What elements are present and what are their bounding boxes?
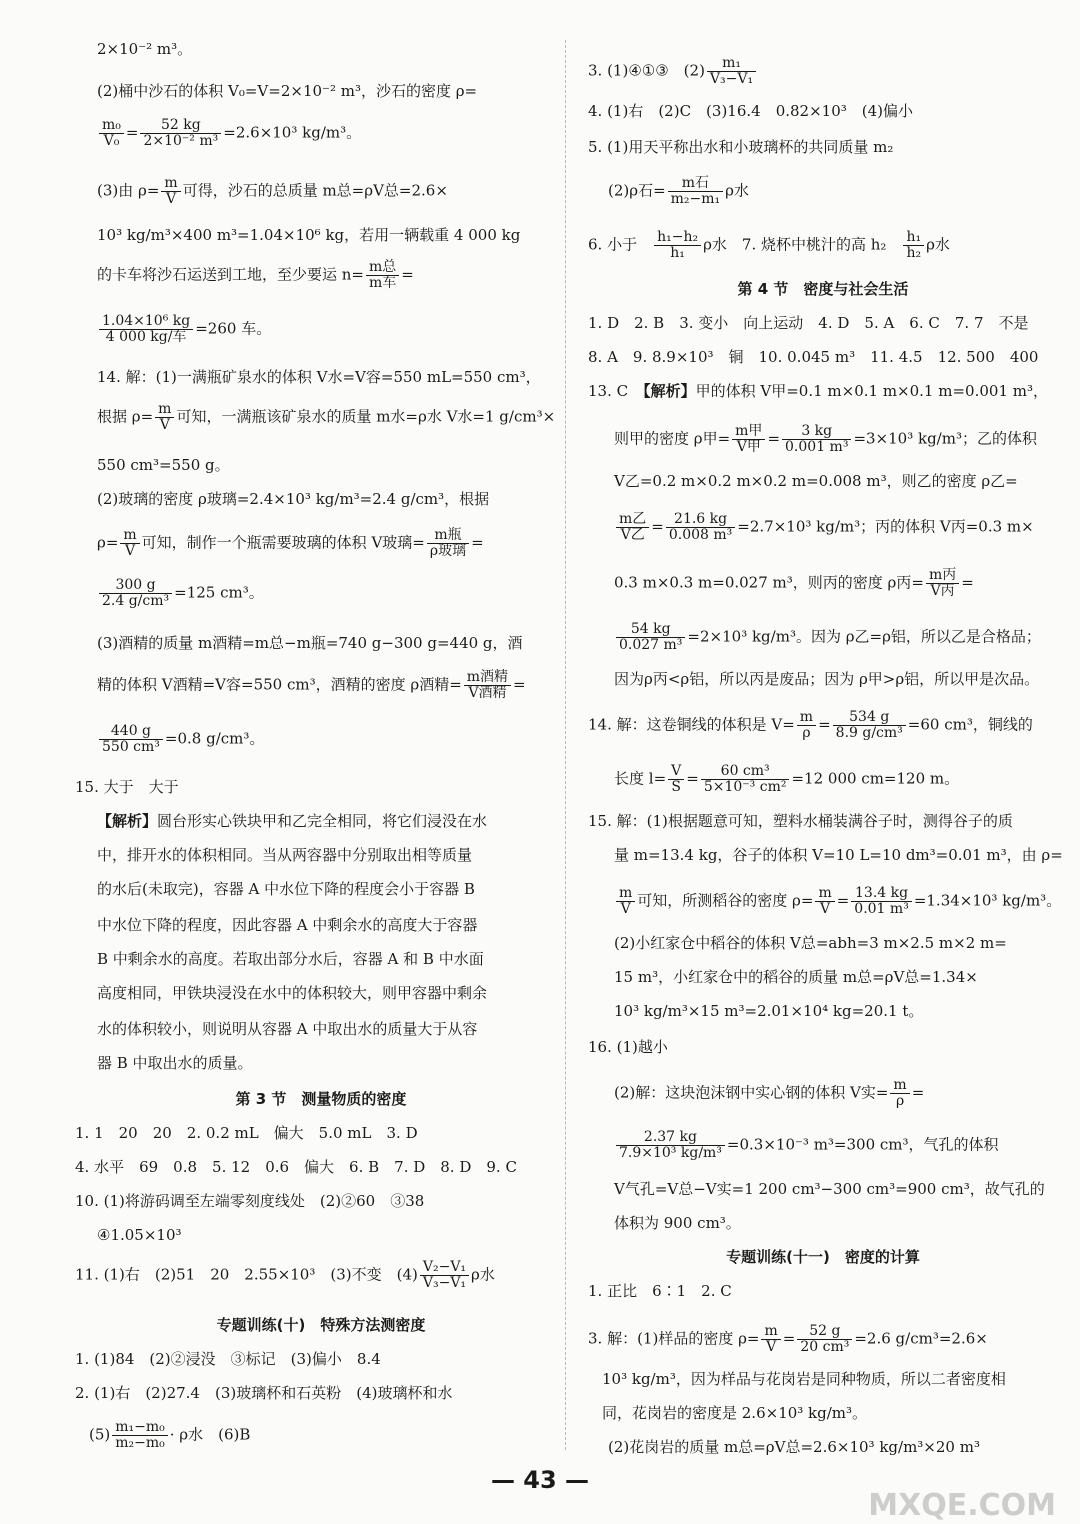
answer-line: 2. (1)右 (2)27.4 (3)玻璃杯和石英粉 (4)玻璃杯和水	[75, 1384, 453, 1402]
text-line: 15. 解：(1)根据题意可知，塑料水桶装满谷子时，测得谷子的质	[588, 812, 1013, 830]
answer-line: 1. (1)84 (2)②浸没 ③标记 (3)偏小 8.4	[75, 1350, 381, 1368]
formula-line: 的卡车将沙石运送到工地，至少要运 n= $\frac{\text{m总}}{\text{m车}}$ =	[97, 259, 414, 291]
formula-line: $\frac{54 kg}{\text{0.027 m³}}$ =2×10³ kg/m³。因为 ρ乙=ρ铝，所以乙是合格品；	[614, 622, 1041, 653]
answer-line: 16. (1)越小	[588, 1038, 668, 1056]
formula-line: ρ= $\frac{m}{V}$ 可知，制作一个瓶需要玻璃的体积 V玻璃= $\frac{\text{m瓶}}{\text{ρ玻璃}}$ =	[97, 527, 484, 559]
answer-line: 4. (1)右 (2)C (3)16.4 0.82×10³ (4)偏小	[588, 102, 914, 120]
text-line: 10³ kg/m³×15 m³=2.01×10⁴ kg=20.1 t。	[614, 1002, 924, 1020]
fraction: $\frac{3 kg}{\text{0.001 m³}}$	[782, 424, 851, 455]
formula-line: 14. 解：这卷铜线的体积是 V= $\frac{m}{\rho}$ = $\frac{534 g}{\text{8.9 g/cm³}}$ =60 cm³，铜线的	[588, 709, 1033, 741]
text-line: 中，排开水的体积相同。当从两容器中分别取出相等质量	[97, 846, 473, 864]
answer-line: 1. D 2. B 3. 变小 向上运动 4. D 5. A 6. C 7. 7 不是	[588, 314, 1029, 332]
fraction: $\frac{\text{1.04×10⁶ kg}}{\text{4 000 kg/车}}$	[99, 314, 193, 345]
text-line: 体积为 900 cm³。	[614, 1214, 741, 1232]
fraction: $\frac{m}{V}$	[161, 176, 180, 207]
formula-line: (2)解：这块泡沫钢中实心钢的体积 V实= $\frac{m}{\rho}$ =	[614, 1077, 925, 1109]
text-line: 器 B 中取出水的质量。	[97, 1054, 253, 1072]
formula-line: $\frac{\text{m乙}}{\text{V乙}}$ = $\frac{21.6 kg}{\text{0.008 m³}}$ =2.7×10³ kg/m³；丙的体积 V丙=0.3 m×	[614, 512, 1034, 543]
text-line: 的水后(未取完)，容器 A 中水位下降的程度会小于容器 B	[97, 880, 475, 898]
analysis-line: 【解析】圆台形实心铁块甲和乙完全相同，将它们浸没在水	[97, 812, 488, 830]
text-line: (2)花岗岩的质量 m总=ρV总=2.6×10³ kg/m³×20 m³	[608, 1438, 980, 1456]
fraction: $\frac{2.37 kg}{\text{7.9×10³ kg/m³}}$	[616, 1130, 725, 1161]
fraction: $\frac{\text{m石}}{\text{m₂−m₁}}$	[668, 176, 724, 207]
answer-line: 1. 1 20 20 2. 0.2 mL 偏大 5.0 mL 3. D	[75, 1124, 418, 1142]
fraction: $\frac{V}{S}$	[668, 764, 684, 795]
formula-line: $\frac{\text{m₀}}{\text{V₀}}$ = $\frac{52 kg}{\text{2×10⁻² m³}}$ =2.6×10³ kg/m³。	[97, 118, 361, 149]
text-line: (2)桶中沙石的体积 V₀=V=2×10⁻² m³，沙石的密度 ρ=	[97, 82, 478, 100]
fraction: $\frac{\text{m甲}}{\text{V甲}}$	[732, 424, 765, 455]
analysis-line: 13. C 【解析】甲的体积 V甲=0.1 m×0.1 m×0.1 m=0.001 m³，	[588, 382, 1048, 400]
text-line: (3)酒精的质量 m酒精=m总−m瓶=740 g−300 g=440 g，酒	[97, 634, 523, 652]
fraction: $\frac{m}{V}$	[616, 886, 635, 917]
fraction: $\frac{\text{m丙}}{\text{V丙}}$	[926, 568, 959, 599]
formula-line: 3. 解：(1)样品的密度 ρ= $\frac{m}{V}$ = $\frac{52 g}{\text{20 cm³}}$ =2.6 g/cm³=2.6×	[588, 1323, 988, 1355]
text-line: 2×10⁻² m³。	[97, 40, 193, 58]
fraction: $\frac{54 kg}{\text{0.027 m³}}$	[616, 622, 685, 653]
fraction: $\frac{\text{h₁}}{\text{h₂}}$	[903, 230, 924, 261]
watermark: MXQE.COM	[868, 1488, 1056, 1523]
text-line: 高度相同，甲铁块浸没在水中的体积较大，则甲容器中剩余	[97, 984, 488, 1002]
fraction: $\frac{m}{V}$	[155, 402, 174, 433]
formula-line: $\frac{2.37 kg}{\text{7.9×10³ kg/m³}}$ =0.3×10⁻³ m³=300 cm³，气孔的体积	[614, 1130, 999, 1161]
answer-line: ④1.05×10³	[97, 1226, 182, 1244]
text-line: 550 cm³=550 g。	[97, 456, 230, 474]
answer-line: 15. 大于 大于	[75, 778, 179, 796]
fraction: $\frac{21.6 kg}{\text{0.008 m³}}$	[666, 512, 735, 543]
text-line: 10³ kg/m³×400 m³=1.04×10⁶ kg，若用一辆载重 4 000 kg	[97, 226, 521, 244]
text-line: 水的体积较小，则说明从容器 A 中取出水的质量大于从容	[97, 1020, 478, 1038]
formula-line: 3. (1)④①③ (2) $\frac{\text{m₁}}{\text{V₃−V₁}}$	[588, 56, 758, 87]
formula-line: $\frac{440 g}{\text{550 cm³}}$ =0.8 g/cm³。	[97, 724, 264, 755]
answer-line: 5. (1)用天平称出水和小玻璃杯的共同质量 m₂	[588, 138, 894, 156]
fraction: $\frac{534 g}{\text{8.9 g/cm³}}$	[833, 710, 906, 741]
fraction: $\frac{52 kg}{\text{2×10⁻² m³}}$	[140, 118, 221, 149]
fraction: $\frac{\text{m乙}}{\text{V乙}}$	[616, 512, 649, 543]
fraction: $\frac{\text{h₁−h₂}}{\text{h₁}}$	[654, 230, 701, 261]
fraction: $\frac{m}{\rho}$	[890, 1078, 909, 1109]
text-line: 因为ρ丙<ρ铝，所以丙是废品；因为 ρ甲>ρ铝，所以甲是次品。	[614, 670, 1040, 688]
fraction: $\frac{\text{m₁}}{\text{V₃−V₁}}$	[707, 56, 756, 87]
fraction: $\frac{\text{V₂−V₁}}{\text{V₃−V₁}}$	[420, 1260, 469, 1291]
formula-line: $\frac{300 g}{\text{2.4 g/cm³}}$ =125 cm³。	[97, 578, 264, 609]
fraction: $\frac{\text{m瓶}}{\text{ρ玻璃}}$	[427, 528, 469, 559]
formula-line: (5) $\frac{\text{m₁−m₀}}{\text{m₂−m₀}}$ · ρ水 (6)B	[89, 1419, 251, 1451]
fraction: $\frac{m}{V}$	[815, 886, 834, 917]
answer-line: 8. A 9. 8.9×10³ 铜 10. 0.045 m³ 11. 4.5 12. 500 400	[588, 348, 1039, 366]
fraction: $\frac{\text{m酒精}}{\text{V酒精}}$	[464, 670, 511, 701]
answer-line: 4. 水平 69 0.8 5. 12 0.6 偏大 6. B 7. D 8. D 9. C	[75, 1158, 517, 1176]
text-line: V乙=0.2 m×0.2 m×0.2 m=0.008 m³，则乙的密度 ρ乙=	[614, 472, 1018, 490]
formula-line: 0.3 m×0.3 m=0.027 m³，则丙的密度 ρ丙= $\frac{\text{m丙}}{\text{V丙}}$ =	[614, 567, 974, 599]
fraction: $\frac{m}{V}$	[761, 1324, 780, 1355]
formula-line: (2)ρ石= $\frac{\text{m石}}{\text{m₂−m₁}}$ ρ水	[608, 175, 749, 207]
text-line: 量 m=13.4 kg，谷子的体积 V=10 L=10 dm³=0.01 m³，由 ρ=	[614, 846, 1063, 864]
fraction: $\frac{52 g}{\text{20 cm³}}$	[797, 1324, 852, 1355]
fraction: $\frac{\text{m₀}}{\text{V₀}}$	[99, 118, 124, 149]
text-line: 同，花岗岩的密度是 2.6×10³ kg/m³。	[602, 1404, 868, 1422]
fraction: $\frac{440 g}{\text{550 cm³}}$	[99, 724, 163, 755]
formula-line: 11. (1)右 (2)51 20 2.55×10³ (3)不变 (4) $\frac{\text{V₂−V₁}}{\text{V₃−V₁}}$ ρ水	[75, 1259, 495, 1291]
text-line: (2)玻璃的密度 ρ玻璃=2.4×10³ kg/m³=2.4 g/cm³，根据	[97, 490, 490, 508]
text-line: 15 m³，小红家仓中的稻谷的质量 m总=ρV总=1.34×	[614, 968, 978, 986]
formula-line: (3)由 ρ= $\frac{m}{V}$ 可得，沙石的总质量 m总=ρV总=2.6×	[97, 175, 448, 207]
fraction: $\frac{\text{m₁−m₀}}{\text{m₂−m₀}}$	[112, 1420, 168, 1451]
formula-line: $\frac{m}{V}$ 可知，所测稻谷的密度 ρ= $\frac{m}{V}$ = $\frac{13.4 kg}{\text{0.01 m³}}$ =1.34×10³ kg/m³。	[614, 886, 1061, 917]
fraction: $\frac{\text{60 cm³}}{\text{5×10⁻³ cm²}}$	[701, 764, 790, 795]
text-line: B 中剩余水的高度。若取出部分水后，容器 A 和 B 中水面	[97, 950, 484, 968]
page-number: — 43 —	[490, 1466, 590, 1494]
text-line: 10³ kg/m³，因为样品与花岗岩是同种物质，所以二者密度相	[602, 1370, 1006, 1388]
fraction: $\frac{m}{\rho}$	[797, 710, 816, 741]
fraction: $\frac{\text{m总}}{\text{m车}}$	[366, 260, 399, 291]
text-line: (2)小红家仓中稻谷的体积 V总=abh=3 m×2.5 m×2 m=	[614, 934, 1007, 952]
formula-line: $\frac{\text{1.04×10⁶ kg}}{\text{4 000 kg/车}}$ =260 车。	[97, 314, 271, 345]
text-line: 14. 解：(1)一满瓶矿泉水的体积 V水=V容=550 mL=550 cm³，	[97, 368, 541, 386]
formula-line: 根据 ρ= $\frac{m}{V}$ 可知，一满瓶该矿泉水的质量 m水=ρ水 V水=1 g/cm³×	[97, 401, 556, 433]
text-line: V气孔=V总−V实=1 200 cm³−300 cm³=900 cm³，故气孔的	[614, 1180, 1045, 1198]
section-heading: 第 3 节 测量物质的密度	[235, 1090, 407, 1108]
section-heading: 专题训练(十) 特殊方法测密度	[216, 1316, 426, 1334]
column-divider	[565, 40, 566, 1450]
formula-line: 精的体积 V酒精=V容=550 cm³，酒精的密度 ρ酒精= $\frac{\text{m酒精}}{\text{V酒精}}$ =	[97, 669, 526, 701]
section-heading: 专题训练(十一) 密度的计算	[726, 1248, 920, 1266]
section-heading: 第 4 节 密度与社会生活	[737, 280, 909, 298]
formula-line: 长度 l= $\frac{V}{S}$ = $\frac{\text{60 cm³}}{\text{5×10⁻³ cm²}}$ =12 000 cm=120 m。	[614, 763, 960, 795]
text-line: 中水位下降的程度，因此容器 A 中剩余水的高度大于容器	[97, 916, 478, 934]
fraction: $\frac{m}{V}$	[120, 528, 139, 559]
fraction: $\frac{300 g}{\text{2.4 g/cm³}}$	[99, 578, 172, 609]
answer-line: 1. 正比 6∶1 2. C	[588, 1282, 732, 1300]
formula-line: 则甲的密度 ρ甲= $\frac{\text{m甲}}{\text{V甲}}$ = $\frac{3 kg}{\text{0.001 m³}}$ =3×10³ kg/m³；乙的体积	[614, 423, 1037, 455]
fraction: $\frac{13.4 kg}{\text{0.01 m³}}$	[851, 886, 912, 917]
answer-line: 10. (1)将游码调至左端零刻度线处 (2)②60 ③38	[75, 1192, 425, 1210]
formula-line: 6. 小于 $\frac{\text{h₁−h₂}}{\text{h₁}}$ ρ水 7. 烧杯中桃汁的高 h₂ $\frac{\text{h₁}}{\text{h₂}}$ ρ水	[588, 229, 950, 261]
